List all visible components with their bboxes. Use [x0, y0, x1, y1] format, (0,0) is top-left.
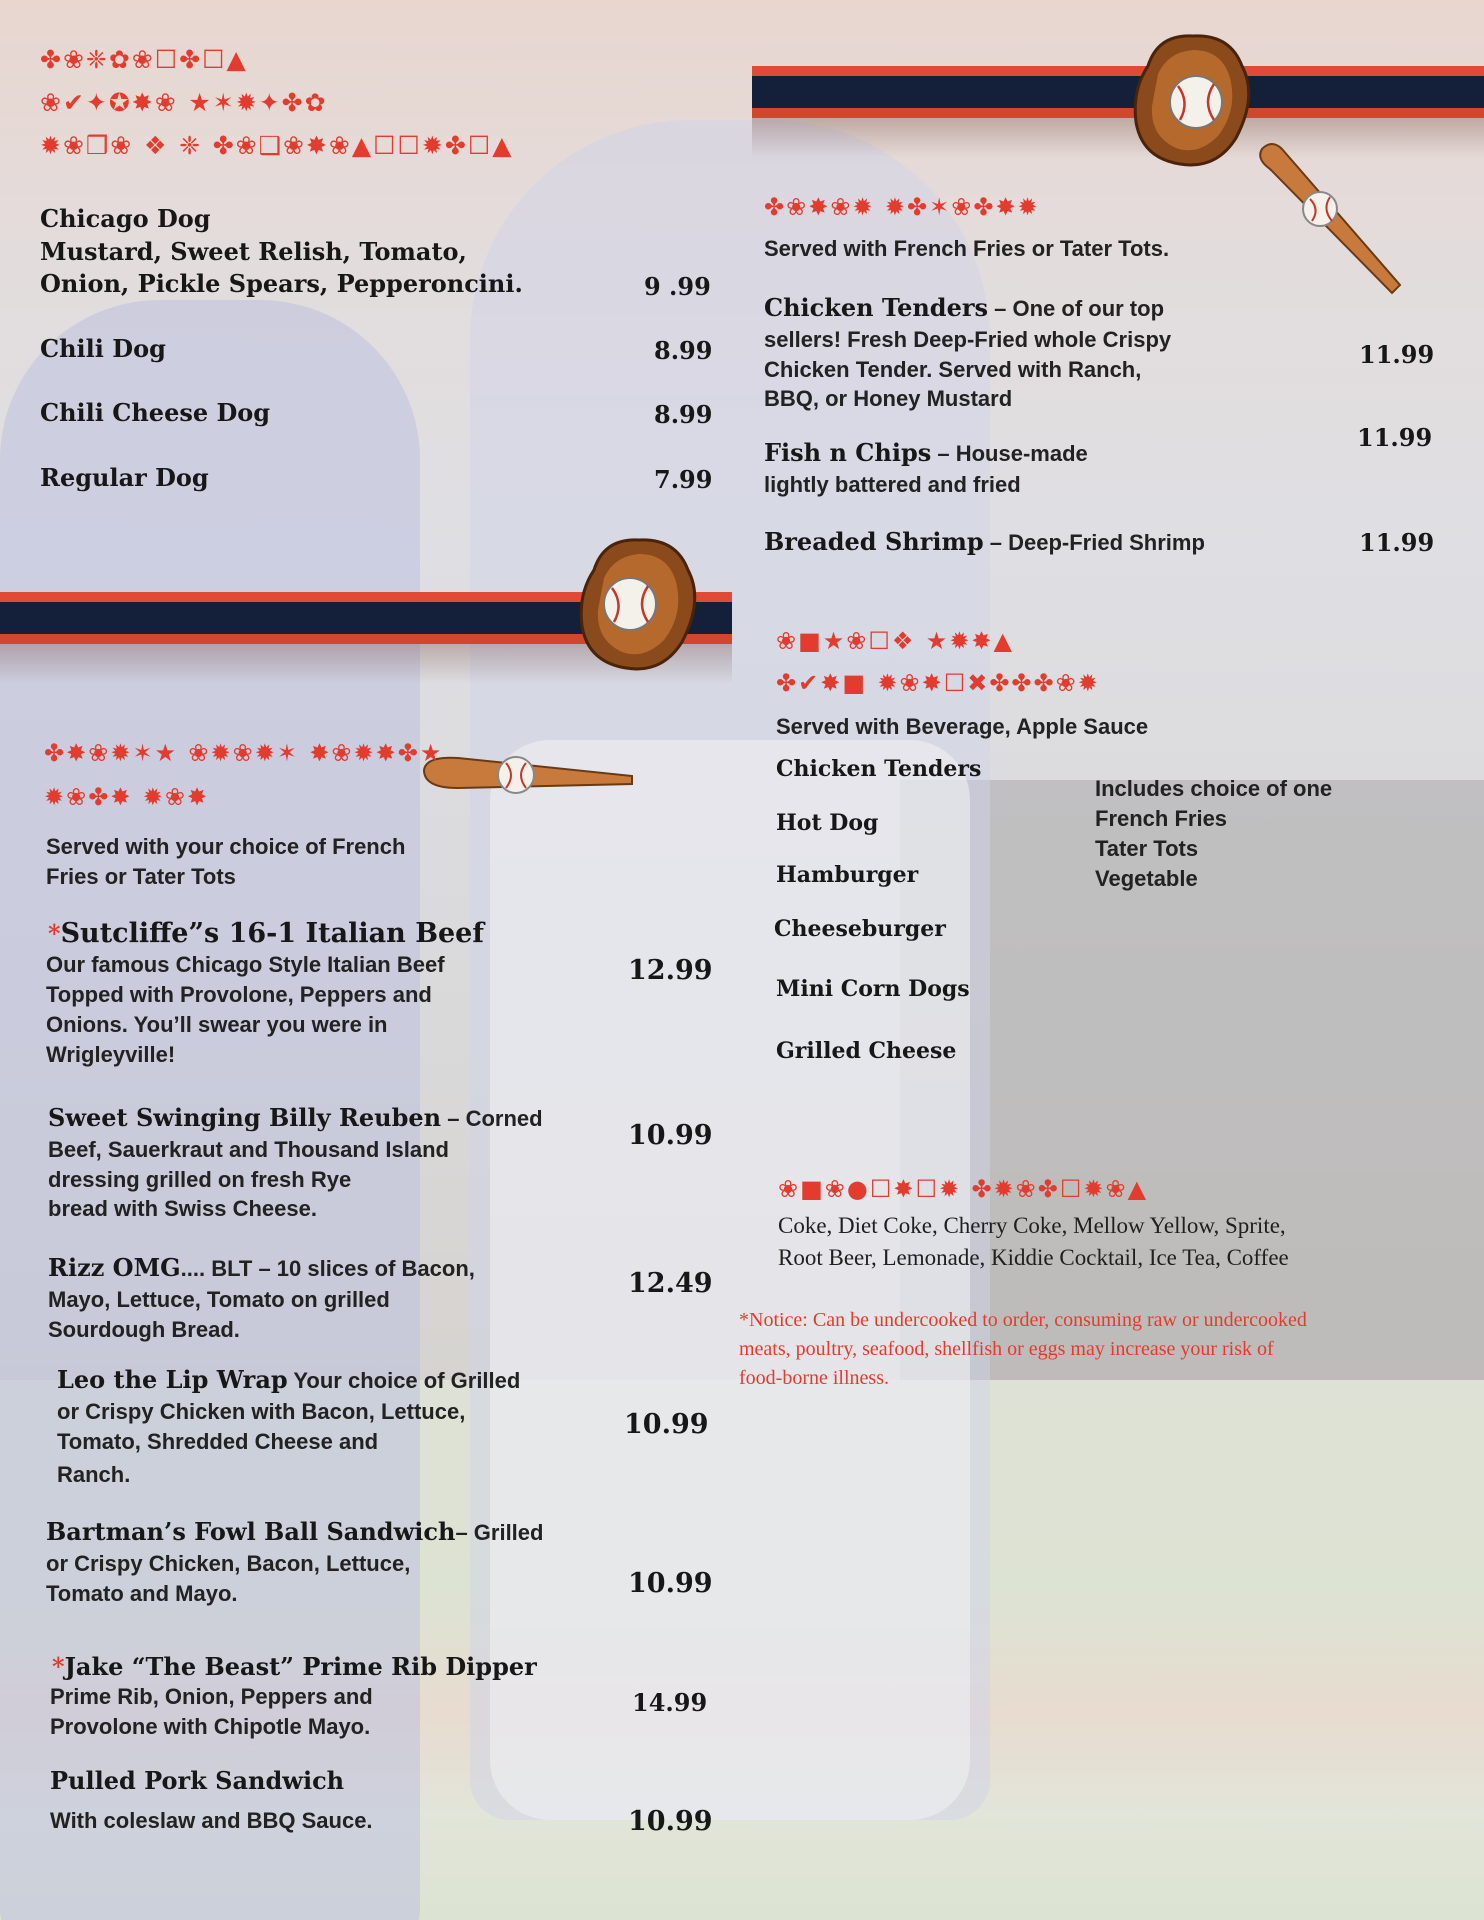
menu-item-desc	[46, 950, 445, 1070]
menu-item	[46, 1516, 543, 1608]
notice-line: meats, poultry, seafood, shellfish or eggs may increase your risk of	[739, 1338, 1274, 1360]
star-marker: *	[52, 1652, 65, 1681]
kids-heading	[776, 628, 1100, 697]
kids-subtitle: Served with Beverage, Apple Sauce	[776, 714, 1149, 739]
menu-item-name: Bartman’s Fowl Ball Sandwich	[46, 1517, 456, 1546]
menu-item-name: Chili Dog	[40, 334, 166, 363]
menu-item-price: 11.99	[1359, 528, 1435, 557]
baskets-subtitle: Served with French Fries or Tater Tots.	[764, 236, 1170, 261]
sandwiches-subtitle-line: Fries or Tater Tots	[46, 863, 236, 889]
menu-item-desc-line: Provolone with Chipotle Mayo.	[50, 1713, 371, 1739]
hotdogs-heading-line: ❀✔✦✪✸❀ ★✶✹✦✤✿	[40, 87, 328, 117]
menu-item-name: Regular Dog	[40, 463, 209, 492]
menu-item-desc-line: Mustard, Sweet Relish, Tomato,	[40, 237, 467, 266]
sandwiches-heading-line: ✹❀✤✸ ✹❀✸	[44, 782, 210, 811]
beverages-heading: ❀■❀●☐✸☐✹ ✤✹❀✤☐✹❀▲	[778, 1175, 1149, 1203]
kids-sides	[1095, 774, 1332, 895]
menu-item-name: Breaded Shrimp	[764, 527, 984, 556]
menu-item-price: 8.99	[654, 336, 713, 365]
baseball-glove-icon	[564, 530, 714, 680]
menu-item	[764, 437, 1164, 500]
menu-item-price: 10.99	[628, 1568, 713, 1599]
menu-item-desc	[40, 236, 523, 300]
menu-item-desc-line: Mayo, Lettuce, Tomato on grilled	[48, 1286, 390, 1312]
kids-item: Grilled Cheese	[776, 1038, 957, 1064]
kids-sides-line: Tater Tots	[1095, 836, 1199, 862]
menu-item-desc-line: – One of our top	[988, 296, 1165, 321]
hotdogs-heading-line: ✹❀❒❀ ❖ ❈ ✤❀❑❀✸❀▲☐☐✹✤☐▲	[40, 130, 514, 160]
menu-item	[48, 1102, 543, 1224]
hotdogs-heading-line: ✤❀❈✿❀☐✤☐▲	[40, 45, 248, 74]
kids-item: Chicken Tenders	[776, 756, 982, 782]
beverages-line: Coke, Diet Coke, Cherry Coke, Mellow Yellow, Sprite,	[778, 1213, 1286, 1238]
menu-item-desc-line: Ranch.	[57, 1462, 131, 1488]
menu-item-name: Rizz OMG	[48, 1253, 181, 1282]
menu-item-name: Sweet Swinging Billy Reuben	[48, 1103, 442, 1132]
beverages-list	[778, 1210, 1289, 1274]
menu-item-desc-line: bread with Swiss Cheese.	[48, 1196, 317, 1222]
menu-item	[52, 1652, 537, 1681]
menu-item-desc-line: or Crispy Chicken with Bacon, Lettuce,	[57, 1398, 466, 1424]
menu-item	[48, 918, 484, 949]
beverages-line: Root Beer, Lemonade, Kiddie Cocktail, Ice Tea, Coffee	[778, 1245, 1289, 1270]
menu-item-desc-line: Wrigleyville!	[46, 1041, 176, 1067]
sandwiches-heading-line: ✤✸❀✹✶★ ❀✹❀✹✶ ✸❀✹✸✤★	[44, 739, 444, 767]
menu-item-desc-line: Topped with Provolone, Peppers and	[46, 981, 432, 1007]
menu-item-price: 10.99	[624, 1409, 709, 1440]
kids-item: Cheeseburger	[774, 916, 946, 942]
menu-item-desc-line: Chicken Tender. Served with Ranch,	[764, 356, 1142, 382]
menu-item-desc-line: lightly battered and fried	[764, 471, 1021, 497]
sandwiches-subtitle	[46, 832, 405, 892]
menu-item-name: Sutcliffe”s 16-1 Italian Beef	[60, 918, 484, 949]
baskets-heading: ✤❀✸❀✹ ✹✤✶❀✤✸✹	[764, 193, 1040, 221]
menu-item-price: 11.99	[1357, 423, 1433, 452]
baseball-bat-icon	[1250, 135, 1410, 305]
menu-item-price: 7.99	[654, 465, 713, 494]
menu-item-price: 9 .99	[644, 272, 711, 301]
menu-item-desc-line: With coleslaw and BBQ Sauce.	[50, 1808, 373, 1833]
menu-item-desc-line: Our famous Chicago Style Italian Beef	[46, 952, 445, 977]
kids-heading-line: ✤✔✸■ ✹❀✸☐✖✤✤✤❀✹	[776, 668, 1100, 697]
menu-item-desc-line: Prime Rib, Onion, Peppers and	[50, 1684, 373, 1709]
menu-item-price: 14.99	[632, 1688, 708, 1717]
kids-item: Mini Corn Dogs	[776, 976, 970, 1002]
menu-item-desc-line: – House-made	[931, 441, 1088, 466]
menu-item-desc	[50, 1682, 373, 1742]
menu-item-desc-line: Tomato and Mayo.	[46, 1580, 238, 1606]
kids-sides-line: Vegetable	[1095, 866, 1198, 892]
menu-item-name: Fish n Chips	[764, 438, 932, 467]
menu-item-name: Chicken Tenders	[764, 293, 989, 322]
menu-item-desc-line: BBQ, or Honey Mustard	[764, 386, 1013, 412]
menu-item-desc-line: Onions. You’ll swear you were in	[46, 1011, 388, 1037]
kids-sides-line: Includes choice of one	[1095, 776, 1333, 801]
star-marker: *	[48, 919, 61, 948]
menu-item-name: Pulled Pork Sandwich	[50, 1766, 345, 1795]
menu-item	[57, 1364, 520, 1490]
menu-item-desc-line: – Grilled	[455, 1520, 544, 1545]
menu-item-desc-line: Sourdough Bread.	[48, 1316, 240, 1342]
baseball-bat-icon	[418, 748, 638, 798]
menu-item-price: 8.99	[654, 400, 713, 429]
notice-line: *Notice: Can be undercooked to order, consuming raw or undercooked	[739, 1309, 1307, 1331]
menu-item-desc-line: .... BLT – 10 slices of Bacon,	[180, 1256, 475, 1281]
kids-item: Hamburger	[776, 862, 919, 888]
menu-item-name: Chili Cheese Dog	[40, 398, 271, 427]
menu-item	[764, 292, 1234, 414]
menu-item-desc-line: or Crispy Chicken, Bacon, Lettuce,	[46, 1550, 411, 1576]
kids-item: Hot Dog	[776, 810, 879, 836]
menu-item-desc-line: Tomato, Shredded Cheese and	[57, 1428, 379, 1454]
menu-item-price: 12.49	[628, 1268, 713, 1299]
hotdogs-heading	[40, 46, 513, 160]
kids-heading-line: ❀■★❀☐❖ ★✹✸▲	[776, 627, 1014, 655]
menu-item-desc-line: Your choice of Grilled	[287, 1368, 521, 1393]
menu-item	[764, 526, 1324, 559]
sandwiches-heading	[44, 740, 443, 811]
menu-item-desc-line: dressing grilled on fresh Rye	[48, 1166, 352, 1192]
sandwiches-subtitle-line: Served with your choice of French	[46, 834, 406, 859]
menu-item-name: Jake “The Beast” Prime Rib Dipper	[64, 1652, 537, 1681]
menu-item-name: Chicago Dog	[40, 204, 211, 233]
menu-item-price: 10.99	[628, 1806, 713, 1837]
menu-item-price: 12.99	[628, 955, 713, 986]
notice-text	[739, 1306, 1307, 1393]
menu-item-desc-line: – Corned	[441, 1106, 543, 1131]
menu-item-price: 11.99	[1359, 340, 1435, 369]
menu-item-desc-line: sellers! Fresh Deep-Fried whole Crispy	[764, 326, 1172, 352]
menu-item-desc-line: Beef, Sauerkraut and Thousand Island	[48, 1136, 449, 1162]
kids-sides-line: French Fries	[1095, 806, 1228, 832]
menu-item	[48, 1252, 475, 1344]
menu-item-desc-line: Onion, Pickle Spears, Pepperoncini.	[40, 269, 523, 298]
menu-item-price: 10.99	[628, 1120, 713, 1151]
notice-line: food-borne illness.	[739, 1367, 889, 1389]
menu-item-desc-line: – Deep-Fried Shrimp	[983, 530, 1205, 555]
baseball-glove-icon	[1118, 26, 1268, 176]
menu-item-name: Leo the Lip Wrap	[57, 1365, 288, 1394]
